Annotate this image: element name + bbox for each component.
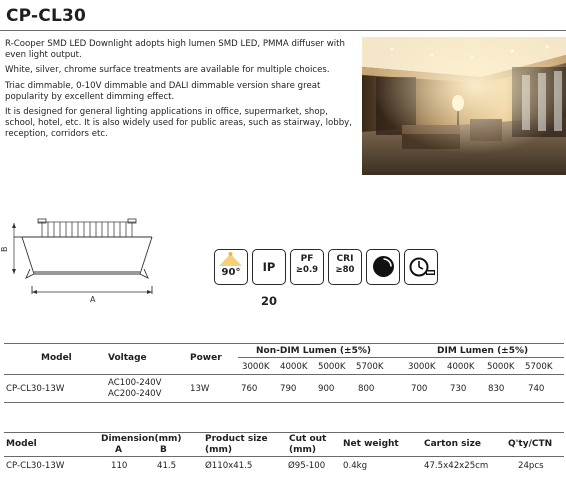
lumen-row-model: CP-CL30-13W xyxy=(6,384,65,394)
lifetime-clock-icon xyxy=(404,249,438,285)
cct-header: 4000K xyxy=(447,362,475,372)
lumen-table-top-rule xyxy=(4,343,564,344)
dim-header-rule xyxy=(4,456,564,457)
description-paragraph: White, silver, chrome surface treatments are available for multiple choices. xyxy=(5,65,330,76)
col-dimension: Dimension(mm) xyxy=(101,434,182,444)
dim-lumen-value: 830 xyxy=(488,384,505,394)
description-paragraph: It is designed for general lighting applications in office, supermarket, shop, school, hotel, etc. It is also widely used for public areas, such as stairway, lobby, reception, corridors etc. xyxy=(5,107,352,140)
description-paragraph: Triac dimmable, 0-10V dimmable and DALI dimmable version share great popularity by excellent dimming effect. xyxy=(5,80,321,102)
dim-row-net-weight: 0.4kg xyxy=(343,461,368,471)
product-description xyxy=(5,39,353,145)
ip-rating-value: IP 20 xyxy=(260,260,277,308)
lumen-header-rule xyxy=(4,374,564,375)
cri-icon xyxy=(328,249,362,285)
dim-lumen-value: 730 xyxy=(450,384,467,394)
power-factor-icon xyxy=(290,249,324,285)
dim-table-top-rule xyxy=(4,432,564,433)
dimension-drawing xyxy=(0,214,174,304)
dim-row-product-size: Ø110x41.5 xyxy=(205,461,253,471)
dim-row-b: 41.5 xyxy=(157,461,177,471)
col-model: Model xyxy=(6,439,37,449)
dim-row-cut-out: Ø95-100 xyxy=(288,461,326,471)
col-dim-b: B xyxy=(160,445,167,455)
power-factor-value: ≥0.9 xyxy=(295,265,319,275)
dimmer-knob-icon xyxy=(366,249,400,285)
col-cut-out-unit: (mm) xyxy=(289,445,316,455)
description-paragraph: R-Cooper SMD LED Downlight adopts high lumen SMD LED, PMMA diffuser with even light output. xyxy=(5,39,345,61)
col-product-size: Product size xyxy=(205,434,268,444)
dimension-label-a: A xyxy=(90,295,96,304)
dim-row-model: CP-CL30-13W xyxy=(6,461,65,471)
non-dim-lumen-value: 790 xyxy=(280,384,297,394)
col-product-size-unit: (mm) xyxy=(205,445,232,455)
dimension-label-b: B xyxy=(0,246,9,252)
lumen-table-bottom-rule xyxy=(4,402,564,403)
dim-row-qty: 24pcs xyxy=(518,461,544,471)
col-dim-a: A xyxy=(115,445,122,455)
dim-lumen-value: 740 xyxy=(528,384,545,394)
col-qty: Q'ty/CTN xyxy=(508,439,553,449)
lumen-row-voltage: AC200-240V xyxy=(108,389,162,399)
col-net-weight: Net weight xyxy=(343,439,399,449)
cct-header: 5700K xyxy=(525,362,553,372)
cct-header: 4000K xyxy=(280,362,308,372)
col-dim-lumen: DIM Lumen (±5%) xyxy=(437,346,529,356)
col-model: Model xyxy=(41,353,72,363)
col-voltage: Voltage xyxy=(108,353,147,363)
lumen-row-power: 13W xyxy=(190,384,210,394)
power-factor-title: PF xyxy=(300,254,314,264)
non-dim-lumen-value: 900 xyxy=(318,384,335,394)
dim-lumen-value: 700 xyxy=(411,384,428,394)
col-power: Power xyxy=(190,353,222,363)
lumen-row-voltage: AC100-240V xyxy=(108,378,162,388)
cct-header: 3000K xyxy=(408,362,436,372)
cct-header: 5000K xyxy=(487,362,515,372)
beam-angle-icon xyxy=(214,249,248,285)
col-cut-out: Cut out xyxy=(289,434,327,444)
col-non-dim-lumen: Non-DIM Lumen (±5%) xyxy=(256,346,371,356)
lumen-subheader-rule xyxy=(238,357,564,358)
col-carton-size: Carton size xyxy=(424,439,481,449)
cri-value: ≥80 xyxy=(335,265,355,275)
non-dim-lumen-value: 800 xyxy=(358,384,375,394)
cct-header: 5700K xyxy=(356,362,384,372)
dim-row-carton-size: 47.5x42x25cm xyxy=(424,461,489,471)
cct-header: 3000K xyxy=(242,362,270,372)
application-photo xyxy=(362,37,566,175)
non-dim-lumen-value: 760 xyxy=(241,384,258,394)
product-title: CP-CL30 xyxy=(6,6,87,26)
cct-header: 5000K xyxy=(318,362,346,372)
dim-row-a: 110 xyxy=(111,461,128,471)
title-divider xyxy=(0,30,566,31)
beam-angle-value: 90° xyxy=(221,267,241,278)
cri-title: CRI xyxy=(336,254,354,264)
ip-rating-icon xyxy=(252,249,286,308)
